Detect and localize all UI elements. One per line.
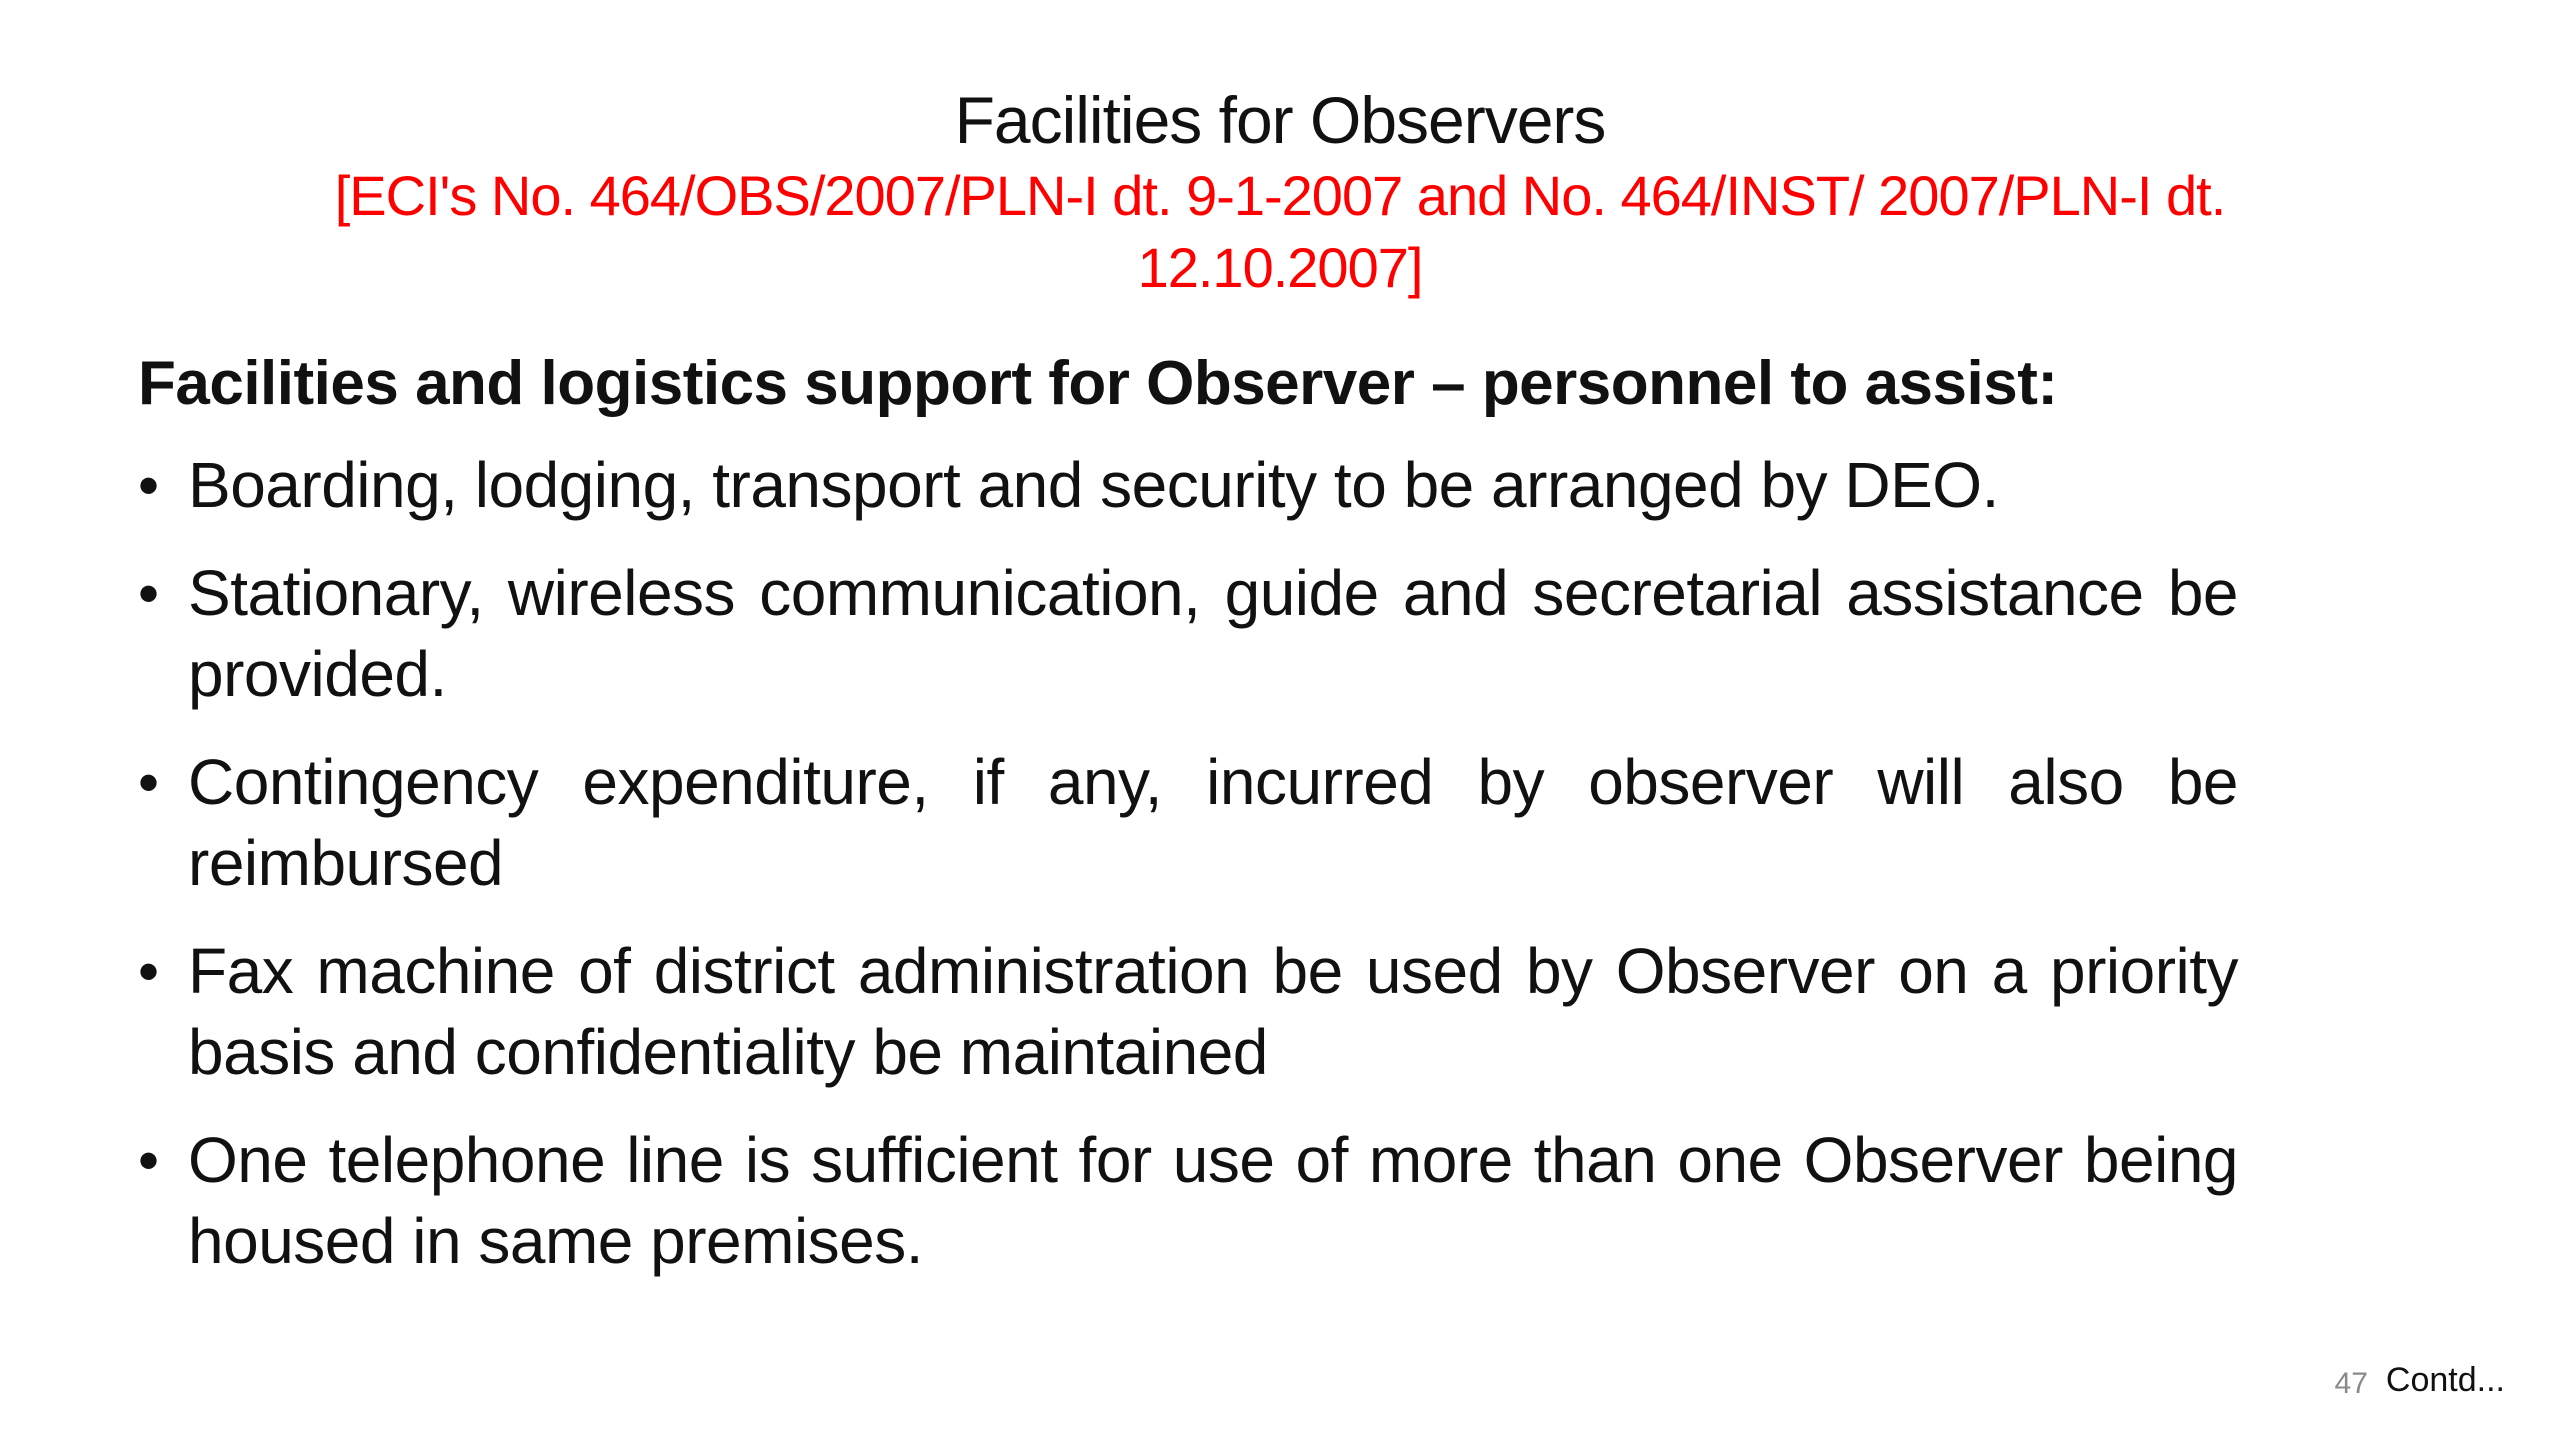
content-heading: Facilities and logistics support for Observer – personnel to assist: xyxy=(138,349,2058,418)
bullet-item xyxy=(138,742,2238,904)
bullet-marker: • xyxy=(138,938,159,1005)
bullet-text: Fax machine of district administration be used by Observer on a priority basis and confidentiality be maintained xyxy=(188,935,2238,1088)
bullet-item xyxy=(138,1120,2238,1282)
slide-title: Facilities for Observers xyxy=(954,83,1606,157)
slide-content xyxy=(138,345,2238,1309)
bullet-text: One telephone line is sufficient for use of more than one Observer being housed in same premises. xyxy=(188,1124,2238,1277)
bullet-text: Boarding, lodging, transport and security to be arranged by DEO. xyxy=(188,449,1999,521)
slide-footer xyxy=(2335,1358,2505,1402)
bullet-item xyxy=(138,553,2238,715)
bullet-item xyxy=(138,931,2238,1093)
bullet-text: Stationary, wireless communication, guide and secretarial assistance be provided. xyxy=(188,557,2238,710)
bullet-marker: • xyxy=(138,749,159,816)
continued-label: Contd... xyxy=(2385,1361,2505,1399)
bullet-marker: • xyxy=(138,452,159,519)
bullet-marker: • xyxy=(138,560,159,627)
bullet-list xyxy=(138,445,2238,1282)
title-block xyxy=(0,80,2560,304)
page-number: 47 xyxy=(2334,1367,2368,1400)
bullet-item xyxy=(138,445,2238,526)
bullet-text: Contingency expenditure, if any, incurred by observer will also be reimbursed xyxy=(188,746,2238,899)
reference-citation: [ECI's No. 464/OBS/2007/PLN-I dt. 9-1-2007 and No. 464/INST/ 2007/PLN-I dt. 12.10.2007] xyxy=(334,164,2226,299)
bullet-marker: • xyxy=(138,1127,159,1194)
